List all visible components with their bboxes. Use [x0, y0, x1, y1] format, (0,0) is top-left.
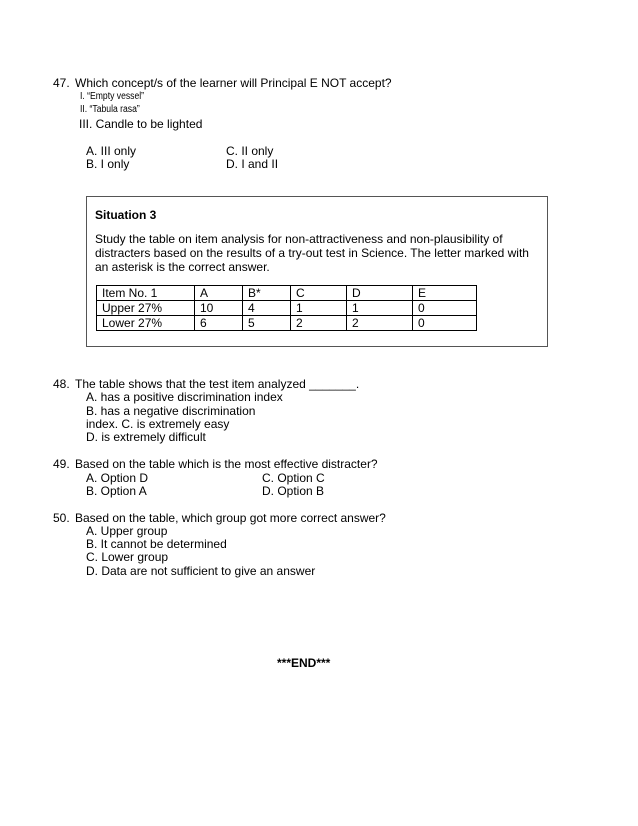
option-a: A. Option D — [86, 471, 149, 485]
question-number: 49. — [53, 457, 70, 471]
table-cell: 1 — [291, 301, 347, 316]
table-cell: Item No. 1 — [97, 286, 195, 301]
statement-2: II. “Tabula rasa” — [80, 104, 140, 115]
table-cell: 6 — [195, 316, 243, 331]
table-cell: 2 — [291, 316, 347, 331]
situation-title: Situation 3 — [95, 208, 157, 222]
option-d: D. Data are not sufficient to give an answer — [86, 564, 316, 578]
question-number: 48. — [53, 377, 70, 391]
option-d: D. Option B — [262, 484, 325, 498]
table-cell: 1 — [347, 301, 413, 316]
answer-line: index. C. is extremely easy — [86, 417, 230, 431]
table-cell: E — [413, 286, 477, 301]
question-stem: The table shows that the test item analyzed _______. — [75, 377, 360, 391]
option-b: B. I only — [86, 157, 130, 171]
question-number: 47. — [53, 76, 70, 90]
table-row — [97, 301, 477, 316]
question-stem: Based on the table which is the most effective distracter? — [75, 457, 378, 471]
table-cell: D — [347, 286, 413, 301]
option-c: C. Lower group — [86, 550, 169, 564]
table-cell: 5 — [243, 316, 291, 331]
item-analysis-table — [96, 285, 477, 331]
question-number: 50. — [53, 511, 70, 525]
situation-text: Study the table on item analysis for non-attractiveness and non-plausibility of distracters based on the results of a try-out test in Science. The letter marked with an asterisk is the correct answer. — [95, 232, 529, 274]
answer-line: B. has a negative discrimination — [86, 404, 256, 418]
question-stem: Which concept/s of the learner will Principal E NOT accept? — [75, 76, 392, 90]
table-cell: A — [195, 286, 243, 301]
table-cell: 10 — [195, 301, 243, 316]
option-a: A. Upper group — [86, 524, 168, 538]
statement-1: I. “Empty vessel” — [80, 91, 145, 102]
answer-line: A. has a positive discrimination index — [86, 390, 283, 404]
table-cell: 2 — [347, 316, 413, 331]
table-cell: 4 — [243, 301, 291, 316]
table-cell: 0 — [413, 316, 477, 331]
option-b: B. Option A — [86, 484, 147, 498]
end-mark: ***END*** — [277, 656, 331, 670]
table-cell: C — [291, 286, 347, 301]
table-cell: 0 — [413, 301, 477, 316]
statement-3: III. Candle to be lighted — [79, 117, 203, 131]
option-c: C. II only — [226, 144, 274, 158]
table-cell: Upper 27% — [97, 301, 195, 316]
table-cell: Lower 27% — [97, 316, 195, 331]
table-row — [97, 316, 477, 331]
table-header-row — [97, 286, 477, 301]
situation-box — [86, 196, 548, 347]
table-cell: B* — [243, 286, 291, 301]
answer-line: D. is extremely difficult — [86, 430, 206, 444]
option-b: B. It cannot be determined — [86, 537, 227, 551]
option-c: C. Option C — [262, 471, 325, 485]
option-d: D. I and II — [226, 157, 279, 171]
option-a: A. III only — [86, 144, 137, 158]
question-stem: Based on the table, which group got more correct answer? — [75, 511, 386, 525]
